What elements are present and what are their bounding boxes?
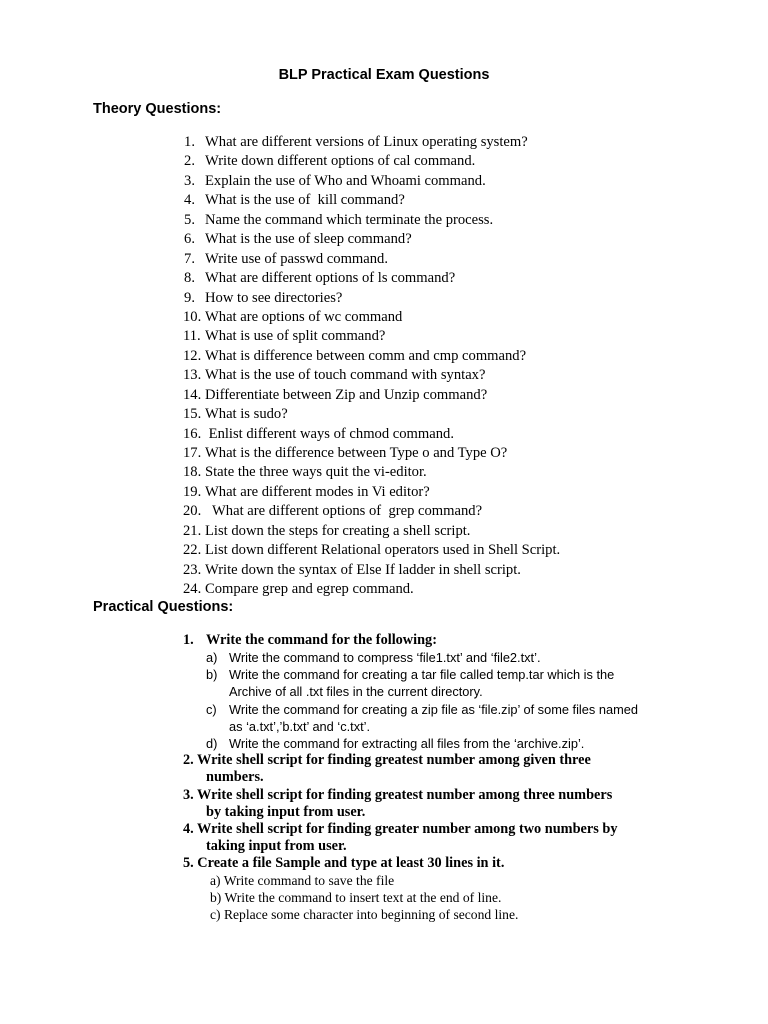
practical-q1-sub-b-cont	[0, 683, 768, 700]
question-text: Name the command which terminate the process.	[205, 211, 494, 228]
theory-question-item	[0, 191, 768, 210]
practical-q5-sub-b	[0, 889, 768, 906]
practical-q1-sub-c-cont	[0, 718, 768, 735]
question-text: What is the use of sleep command?	[205, 231, 412, 248]
theory-question-item	[0, 327, 768, 346]
practical-question-number: 1.	[183, 632, 194, 648]
question-text: List down different Relational operators used in Shell Script.	[205, 542, 561, 559]
sub-item-letter: b)	[206, 667, 218, 683]
question-text: What is difference between comm and cmp command?	[205, 347, 527, 364]
question-text: Write down the syntax of Else If ladder in shell script.	[205, 561, 521, 578]
question-text: Write down different options of cal command.	[205, 153, 476, 170]
question-text: What are different versions of Linux operating system?	[205, 134, 528, 150]
practical-question-4-cont	[0, 838, 768, 856]
practical-question-5	[0, 855, 768, 872]
sub-item-text: Write the command for creating a tar file called temp.tar which is the	[229, 667, 615, 683]
practical-question-1	[0, 632, 768, 649]
question-number: 19.	[183, 483, 202, 500]
theory-questions-list	[0, 133, 768, 600]
sub-item-text: Write the command for creating a zip file as ‘file.zip’ of some files named	[229, 701, 638, 717]
question-number: 23.	[183, 561, 202, 578]
question-number: 10.	[183, 308, 202, 325]
theory-question-item	[0, 211, 768, 230]
theory-question-item	[0, 444, 768, 463]
question-number: 8.	[184, 270, 195, 287]
question-text: What is the use of kill command?	[205, 192, 405, 209]
document-title: BLP Practical Exam Questions	[278, 67, 490, 83]
sub-item-text: c) Replace some character into beginning of second line.	[210, 907, 519, 923]
theory-question-item	[0, 405, 768, 424]
practical-question-3	[0, 787, 768, 804]
practical-question-text: by taking input from user.	[206, 803, 366, 820]
sub-item-text: Write the command for extracting all files from the ‘archive.zip’.	[229, 735, 585, 751]
practical-q1-sub-a	[0, 649, 768, 666]
sub-item-text: a) Write command to save the file	[210, 873, 395, 889]
question-number: 9.	[184, 289, 195, 306]
question-number: 5.	[184, 211, 195, 228]
sub-item-text: b) Write the command to insert text at the end of line.	[210, 890, 502, 906]
question-text: What is the difference between Type o and Type O?	[205, 445, 508, 461]
question-text: Enlist different ways of chmod command.	[205, 425, 454, 442]
theory-question-item	[0, 269, 768, 288]
question-text: What are options of wc command	[205, 308, 403, 325]
theory-question-item	[0, 425, 768, 444]
practical-questions-heading: Practical Questions:	[93, 599, 234, 615]
theory-question-item	[0, 463, 768, 482]
practical-q1-sub-b	[0, 666, 768, 683]
theory-question-item	[0, 133, 768, 152]
theory-question-item	[0, 561, 768, 580]
question-number: 2.	[184, 153, 195, 170]
question-number: 20.	[183, 503, 202, 520]
question-text: State the three ways quit the vi-editor.	[205, 464, 427, 481]
practical-question-text: numbers.	[206, 769, 264, 786]
question-number: 16.	[183, 425, 202, 442]
practical-question-4	[0, 821, 768, 838]
question-number: 22.	[183, 542, 202, 559]
question-text: What is the use of touch command with syntax?	[205, 367, 486, 384]
question-text: Differentiate between Zip and Unzip command?	[205, 386, 488, 403]
theory-question-item	[0, 308, 768, 327]
question-text: What are different modes in Vi editor?	[205, 483, 430, 500]
question-number: 4.	[184, 192, 195, 209]
question-text: List down the steps for creating a shell script.	[205, 522, 471, 539]
question-text: Write use of passwd command.	[205, 250, 389, 267]
theory-question-item	[0, 172, 768, 191]
question-number: 3.	[184, 172, 195, 189]
theory-questions-heading: Theory Questions:	[93, 101, 222, 117]
question-number: 7.	[184, 250, 195, 267]
practical-q1-sub-d	[0, 735, 768, 752]
practical-question-text: taking input from user.	[206, 837, 347, 854]
question-text: Explain the use of Who and Whoami command.	[205, 172, 486, 189]
theory-question-item	[0, 366, 768, 385]
practical-q1-sub-c	[0, 701, 768, 718]
question-number: 6.	[184, 231, 195, 248]
sub-item-letter: d)	[206, 735, 218, 751]
theory-question-item	[0, 230, 768, 249]
question-text: What is sudo?	[205, 406, 288, 423]
theory-question-item	[0, 483, 768, 502]
practical-question-3-cont	[0, 804, 768, 821]
question-number: 13.	[183, 367, 202, 384]
question-number: 15.	[183, 406, 202, 423]
practical-q5-sub-c	[0, 906, 768, 923]
question-text: How to see directories?	[205, 289, 343, 306]
sub-item-letter: a)	[206, 650, 218, 665]
question-text: What are different options of grep command?	[205, 503, 483, 520]
question-number: 21.	[183, 522, 202, 539]
theory-question-item	[0, 347, 768, 366]
theory-question-item	[0, 386, 768, 405]
question-number: 18.	[183, 464, 202, 481]
theory-question-item	[0, 522, 768, 541]
question-number: 12.	[183, 347, 202, 364]
question-text: Compare grep and egrep command.	[205, 581, 414, 598]
question-number: 14.	[183, 386, 202, 403]
practical-question-text: 5. Create a file Sample and type at least 30 lines in it.	[183, 855, 505, 872]
practical-question-text: 3. Write shell script for finding greatest number among three numbers	[183, 786, 613, 803]
practical-questions-list	[0, 632, 768, 923]
sub-item-text: Archive of all .txt files in the current directory.	[229, 684, 483, 700]
question-text: What is use of split command?	[205, 328, 386, 345]
practical-q5-sub-a	[0, 872, 768, 889]
practical-question-2	[0, 752, 768, 769]
theory-question-item	[0, 289, 768, 308]
theory-question-item	[0, 580, 768, 599]
question-number: 17.	[183, 445, 202, 461]
theory-question-item	[0, 541, 768, 560]
question-number: 11.	[183, 328, 201, 345]
sub-item-text: as ‘a.txt’,’b.txt’ and ‘c.txt’.	[229, 718, 371, 734]
practical-question-2-cont	[0, 769, 768, 787]
sub-item-text: Write the command to compress ‘file1.txt’ and ‘file2.txt’.	[229, 650, 541, 665]
theory-question-item	[0, 152, 768, 171]
theory-question-item	[0, 502, 768, 521]
sub-item-letter: c)	[206, 701, 217, 717]
theory-question-item	[0, 250, 768, 269]
question-text: What are different options of ls command?	[205, 270, 456, 287]
practical-question-text: 4. Write shell script for finding greater number among two numbers by	[183, 820, 618, 837]
question-number: 1.	[184, 134, 195, 150]
question-number: 24.	[183, 581, 202, 598]
practical-question-text: Write the command for the following:	[206, 632, 437, 648]
practical-question-text: 2. Write shell script for finding greatest number among given three	[183, 752, 591, 769]
